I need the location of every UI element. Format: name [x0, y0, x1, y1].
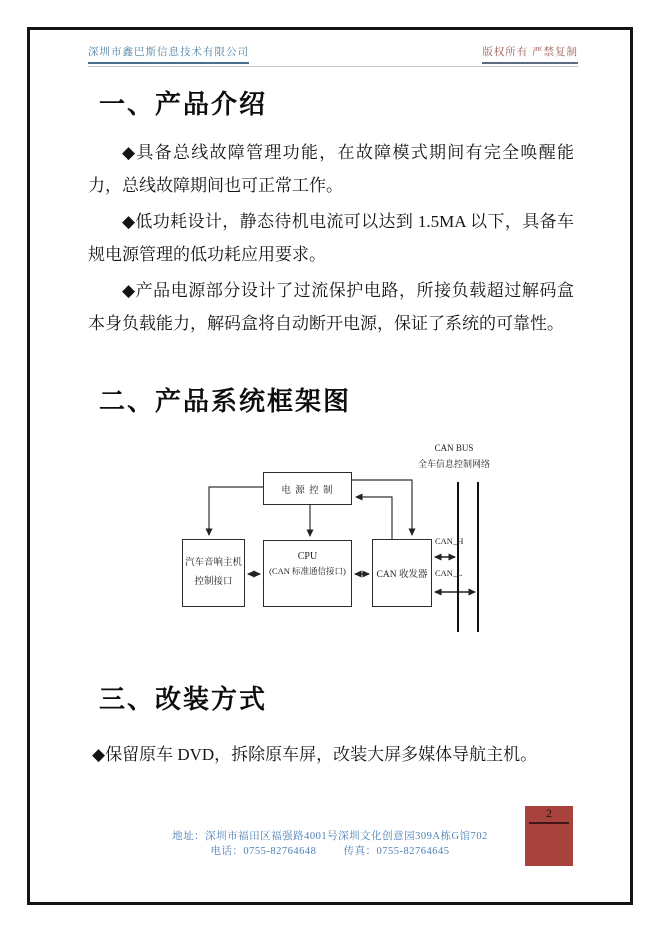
cpu-label-line2: (CAN 标准通信接口): [269, 566, 346, 576]
section3-paragraph-1: ◆保留原车 DVD，拆除原车屏，改装大屏多媒体导航主机。: [92, 745, 538, 764]
header-company-name: 深圳市鑫巴斯信息技术有限公司: [88, 44, 249, 64]
can-transceiver-label: CAN 收发器: [376, 570, 428, 580]
audio-host-label-line1: 汽车音响主机: [184, 558, 242, 568]
section1-paragraphs: [88, 133, 574, 340]
section1-paragraph-2: ◆低功耗设计，静态待机电流可以达到 1.5MA 以下，具备车规电源管理的低功耗应用要求。: [88, 212, 574, 264]
can-transceiver-box: [372, 539, 432, 607]
header-copyright-notice: 版权所有 严禁复制: [482, 44, 578, 64]
page-number: 2: [546, 808, 552, 820]
section1-title: 一、产品介绍: [99, 90, 268, 119]
system-block-diagram: [150, 435, 515, 667]
section1-paragraph-3: ◆产品电源部分设计了过流保护电路，所接负载超过解码盒本身负载能力，解码盒将自动断开电源，保证了系统的可靠性。: [88, 281, 574, 333]
section1-paragraph-1: ◆具备总线故障管理功能，在故障模式期间有完全唤醒能力，总线故障期间也可正常工作。: [88, 143, 574, 195]
can-l-label: CAN_L: [435, 568, 463, 578]
page-header: [88, 44, 578, 64]
power-control-box: [263, 472, 352, 505]
footer-phone: 电话：0755-82764648: [210, 846, 317, 857]
audio-host-label-line2: 控制接口: [194, 577, 233, 587]
cpu-label-line1: CPU: [297, 551, 318, 562]
can-h-label: CAN_H: [435, 536, 464, 546]
footer-address: 地址：深圳市福田区福强路4001号深圳文化创意园309A栋G馆702: [172, 831, 488, 842]
cpu-box: [263, 540, 352, 607]
section3-title: 三、改装方式: [99, 685, 268, 714]
footer-fax: 传真：0755-82764645: [343, 846, 450, 857]
can-bus-label-line2: 全车信息控制网络: [417, 459, 490, 469]
section2-title: 二、产品系统框架图: [99, 387, 352, 416]
can-bus-label-line1: CAN BUS: [434, 443, 474, 453]
page-number-rule: [529, 822, 569, 824]
can-bus-label: [398, 440, 510, 472]
page-number-box: [525, 806, 573, 866]
audio-host-interface-box: [182, 539, 245, 607]
power-control-label: 电 源 控 制: [281, 485, 334, 496]
header-rule: [88, 66, 578, 67]
